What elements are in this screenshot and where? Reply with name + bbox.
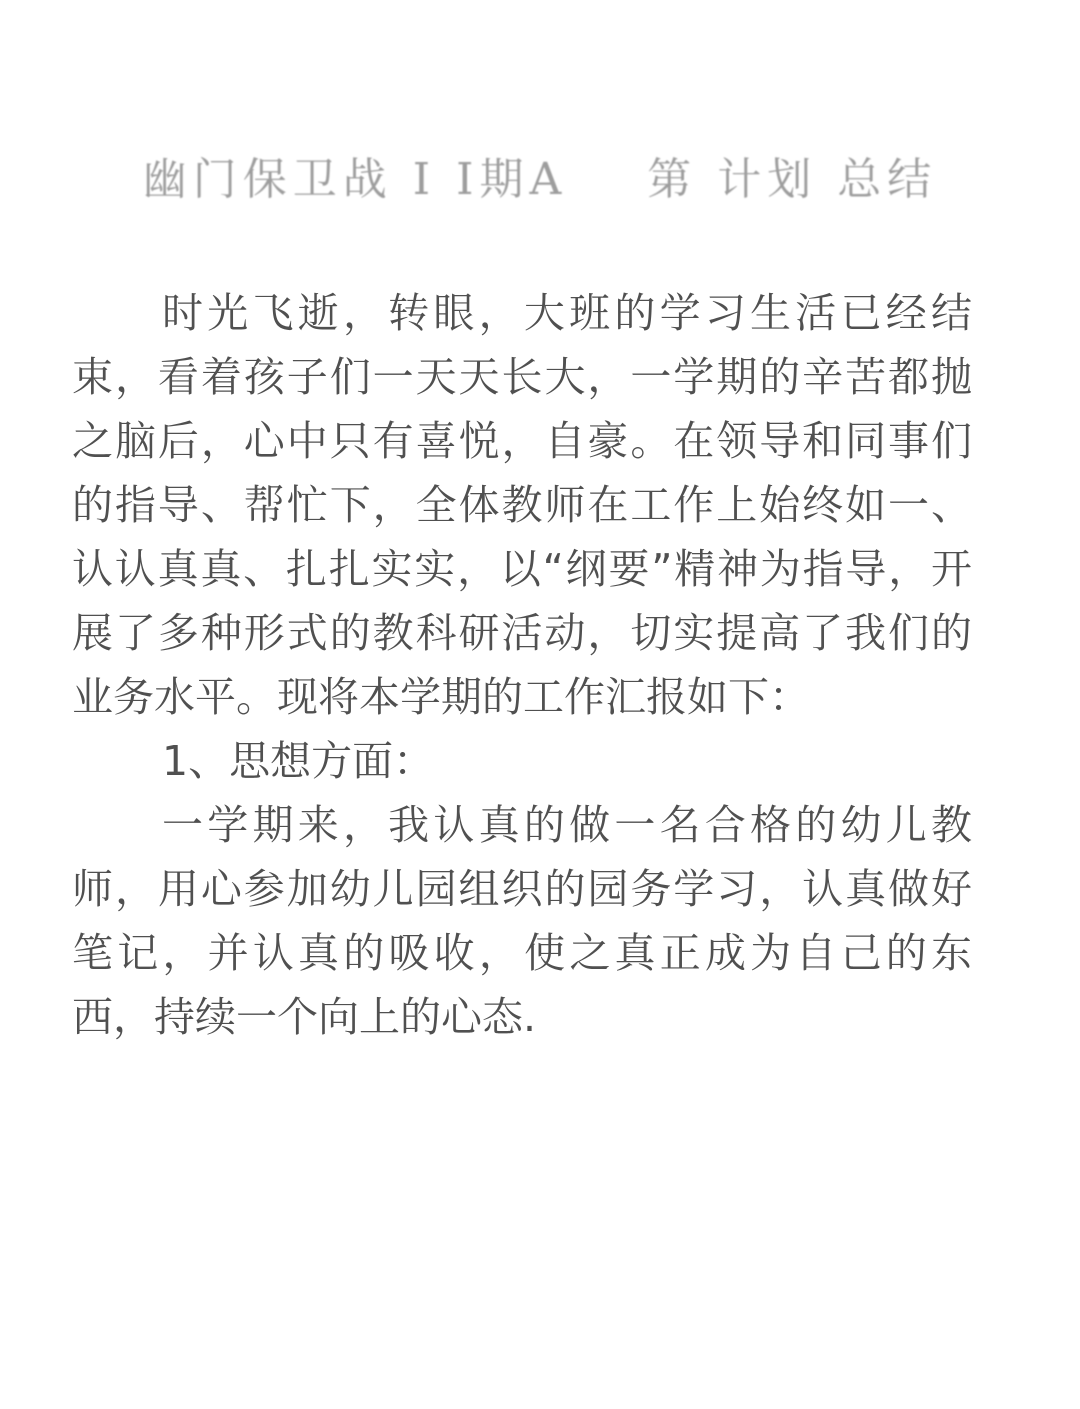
paragraph-section-heading: 1、思想方面： bbox=[162, 737, 435, 785]
document-title: 幽门保卫战 I I期A 第 计划 总结 bbox=[142, 154, 938, 205]
document-body bbox=[72, 281, 972, 1049]
paragraph-thought: 一学期来，我认真的做一名合格的幼儿教师，用心参加幼儿园组织的园务学习，认真做好笔记，并认真的吸收，使之真正成为自己的东西，持续一个向上的心态. bbox=[72, 801, 972, 1041]
paragraph-intro: 时光飞逝，转眼，大班的学习生活已经结束，看着孩子们一天天长大，一学期的辛苦都抛之脑后，心中只有喜悦，自豪。在领导和同事们的指导、帮忙下，全体教师在工作上始终如一、认认真真、扎扎实实，以“纲要”精神为指导，开展了多种形式的教科研活动，切实提高了我们的业务水平。现将本学期的工作汇报如下： bbox=[72, 289, 972, 721]
